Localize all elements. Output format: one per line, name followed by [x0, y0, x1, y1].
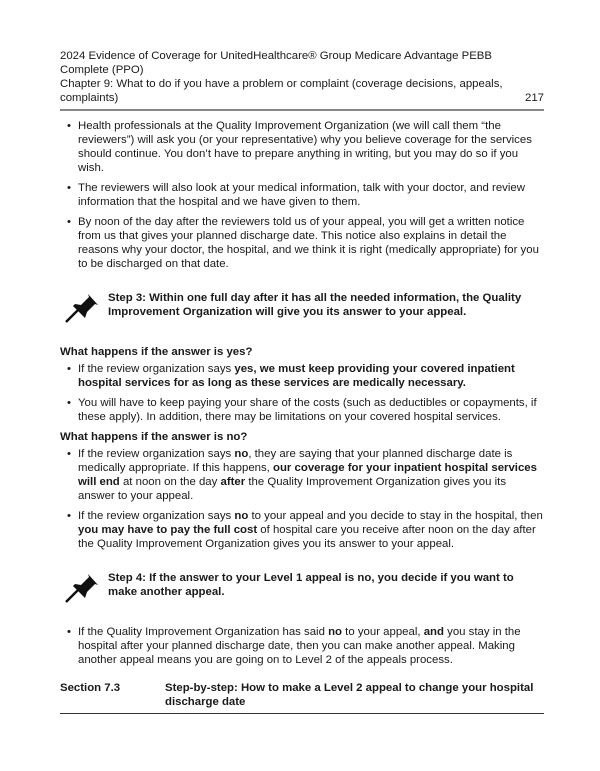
- review-bullets: [60, 119, 544, 271]
- level2-bullets: [60, 625, 544, 667]
- pushpin-icon: [64, 573, 100, 603]
- list-item: • Health professionals at the Quality Improvement Organization (we will call them “the reviewers”) will ask you (or your representative) why you believe coverage for the services should continue. You don’t have to prepare anything in writing, but you may do so if you wish.: [60, 119, 544, 175]
- step-3-text: Step 3: Within one full day after it has all the needed information, the Quality Improvement Organization will give you its answer to your appeal.: [108, 292, 522, 318]
- section-heading: What happens if the answer is yes?: [60, 346, 253, 358]
- answer-yes-section: [60, 345, 544, 424]
- header-chapter: Chapter 9: What to do if you have a problem or complaint (coverage decisions, appeals, complaints): [60, 78, 503, 104]
- list-item: • If the Quality Improvement Organization has said no to your appeal, and you stay in the hospital after your planned discharge date, then you can make another appeal. Making another appeal means you are going on to Level 2 of the appeals process.: [60, 625, 544, 667]
- running-header-row: [60, 49, 544, 105]
- step-3: [60, 291, 544, 323]
- list-item: • If the review organization says no to your appeal and you decide to stay in the hospital, then you may have to pay the full cost of hospital care you receive after noon on the day after the Quality Improvement Organization gives you its answer to your appeal.: [60, 509, 544, 551]
- header-divider: [60, 109, 544, 111]
- page-number: 217: [524, 92, 544, 104]
- list-item: • If the review organization says yes, we must keep providing your covered inpatient hospital services for as long as these services are medically necessary.: [60, 362, 544, 390]
- header-title: 2024 Evidence of Coverage for UnitedHealthcare® Group Medicare Advantage PEBB Complete (PPO): [60, 50, 492, 76]
- section-number: Section 7.3: [60, 682, 121, 694]
- section-title: Step-by-step: How to make a Level 2 appeal to change your hospital discharge date: [165, 682, 534, 708]
- pushpin-icon: [64, 293, 100, 323]
- section-heading-7-3: [60, 681, 544, 714]
- section-heading: What happens if the answer is no?: [60, 431, 248, 443]
- step-4-text: Step 4: If the answer to your Level 1 appeal is no, you decide if you want to make another appeal.: [108, 572, 514, 598]
- list-item: • If the review organization says no, they are saying that your planned discharge date is medically appropriate. If this happens, our coverage for your inpatient hospital services will end at noon on the day after the Quality Improvement Organization gives you its answer to your appeal.: [60, 447, 544, 503]
- step-4: [60, 571, 544, 603]
- list-item: • The reviewers will also look at your medical information, talk with your doctor, and review information that the hospital and we have given to them.: [60, 181, 544, 209]
- running-header: [60, 49, 525, 105]
- list-item: • You will have to keep paying your share of the costs (such as deductibles or copayments, if these apply). In addition, there may be limitations on your covered hospital services.: [60, 396, 544, 424]
- answer-no-section: [60, 430, 544, 551]
- list-item: • By noon of the day after the reviewers told us of your appeal, you will get a written notice from us that gives your planned discharge date. This notice also explains in detail the reasons why your doctor, the hospital, and we think it is right (medically appropriate) for you to be discharged on that date.: [60, 215, 544, 271]
